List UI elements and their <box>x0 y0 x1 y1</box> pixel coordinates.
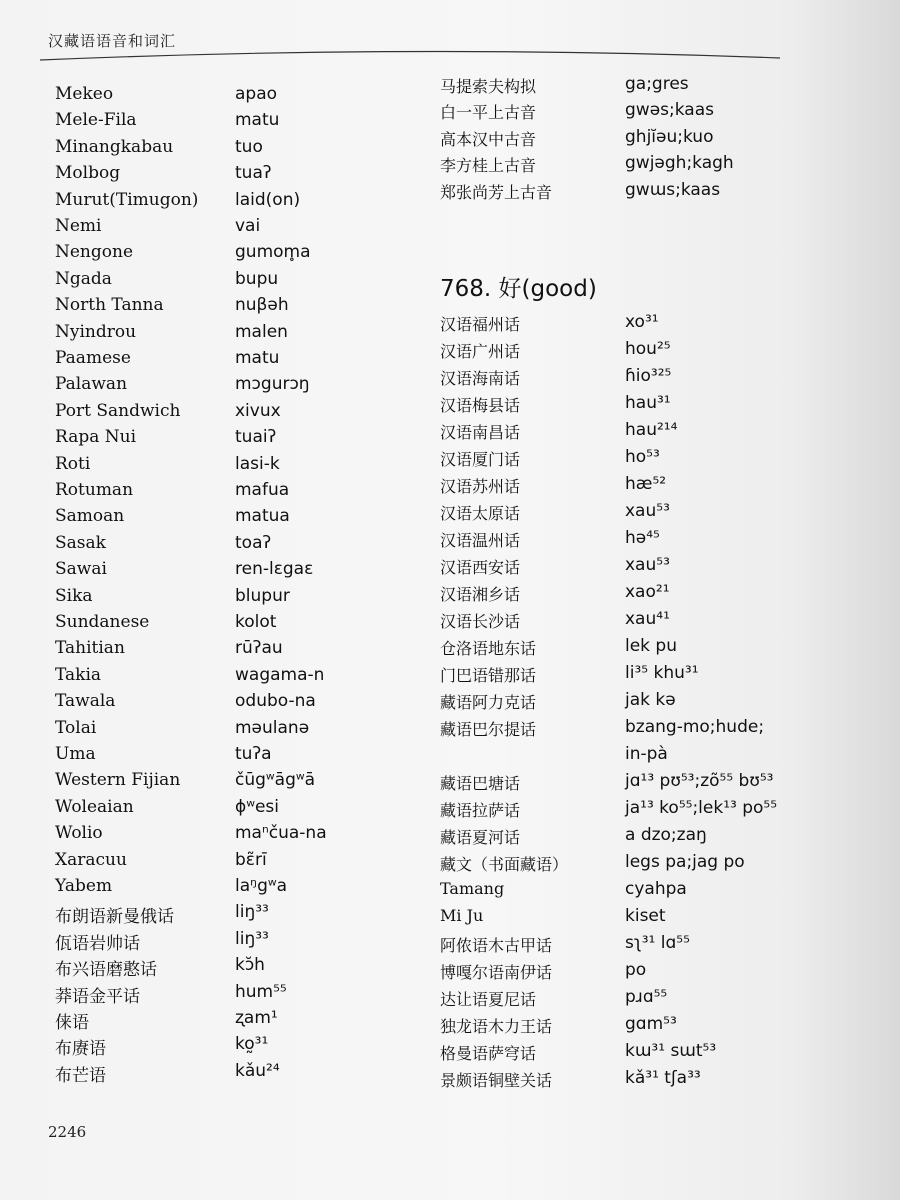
word-form: cyahpa <box>625 879 687 899</box>
language-name: 仓洛语地东话 <box>440 639 537 658</box>
word-form: liŋ³³ <box>235 928 269 949</box>
word-form: vai <box>235 216 261 236</box>
word-form: kolot <box>235 612 277 632</box>
word-form: matua <box>235 506 290 527</box>
language-name: Paamese <box>55 348 131 368</box>
section-title: 768. 好(good) <box>440 276 597 302</box>
language-name: Mele-Fila <box>55 110 137 131</box>
word-form: nuβəh <box>235 295 289 316</box>
word-form: bupu <box>235 268 279 289</box>
word-form: gwjəgh;kagh <box>625 153 734 174</box>
word-form: kɔ̆h <box>235 955 265 976</box>
word-form: po <box>625 960 647 980</box>
word-form: tuʔa <box>235 744 272 764</box>
language-name: 高本汉中古音 <box>440 129 537 149</box>
language-name: 藏文（书面藏语） <box>440 855 569 874</box>
word-form: toaʔ <box>235 532 272 553</box>
word-form: xau⁴¹ <box>625 609 670 629</box>
running-header: 汉藏语语音和词汇 <box>48 32 177 50</box>
word-form: xao²¹ <box>625 582 670 602</box>
word-form: kiset <box>625 906 666 926</box>
word-form: jak kə <box>625 690 676 710</box>
word-form: məulanə <box>235 717 310 738</box>
word-form: kǎ³¹ tʃa³³ <box>625 1068 701 1088</box>
language-name: Mekeo <box>55 84 114 104</box>
language-name: 汉语湘乡话 <box>440 585 521 604</box>
language-name: 李方桂上古音 <box>440 156 537 176</box>
word-form: kǎu²⁴ <box>235 1060 280 1081</box>
language-name: 藏语巴塘话 <box>440 774 521 793</box>
word-form: laid(on) <box>235 189 301 210</box>
language-name: Palawan <box>55 374 128 395</box>
word-form: hau³¹ <box>625 393 671 413</box>
word-form: bzang-mo;hude; <box>625 717 765 737</box>
word-form: ɦio³²⁵ <box>625 366 672 386</box>
word-form: xau⁵³ <box>625 501 670 521</box>
word-form: tuo <box>235 136 263 157</box>
language-name: 藏语夏河话 <box>440 828 521 847</box>
language-name: Tolai <box>55 717 97 738</box>
language-name: Nyindrou <box>55 321 137 342</box>
language-name: 汉语苏州话 <box>440 477 521 496</box>
word-form: gumom̥a <box>235 242 311 263</box>
language-name: 藏语巴尔提话 <box>440 720 537 739</box>
word-form: matu <box>235 348 280 368</box>
language-name: Xaracuu <box>55 849 127 870</box>
language-name: 格曼语萨穹话 <box>440 1044 537 1063</box>
language-name: 莽语金平话 <box>55 986 140 1007</box>
word-form: gwɯs;kaas <box>625 179 721 200</box>
language-name: 汉语长沙话 <box>440 612 521 631</box>
language-name: Nemi <box>55 216 102 236</box>
word-form: lek pu <box>625 636 677 656</box>
word-form: tuaiʔ <box>235 427 277 448</box>
word-form: hau²¹⁴ <box>625 420 678 440</box>
word-form: wagama-n <box>235 664 325 685</box>
word-form: in-pà <box>625 744 668 764</box>
language-name: Woleaian <box>55 796 134 817</box>
word-form: rūʔau <box>235 638 283 659</box>
word-form: ren-lɛgaɛ <box>235 559 314 580</box>
language-name: 景颇语铜壁关话 <box>440 1071 553 1090</box>
word-form: a dzo;zaŋ <box>625 825 707 845</box>
language-name: Roti <box>55 453 91 474</box>
word-form: čūgʷāgʷā <box>235 770 316 791</box>
language-name: Wolio <box>55 823 103 844</box>
word-form: blupur <box>235 585 290 606</box>
word-form: ko̰³¹ <box>235 1034 269 1055</box>
language-name: 汉语福州话 <box>440 315 521 334</box>
word-form: gɑm⁵³ <box>625 1014 677 1034</box>
language-name: Western Fijian <box>55 770 181 791</box>
language-name: 汉语南昌话 <box>440 423 521 442</box>
word-form: sʅ³¹ lɑ⁵⁵ <box>625 933 690 953</box>
language-name: Rotuman <box>55 480 134 500</box>
language-name: Sundanese <box>55 612 150 632</box>
language-name: 俫语 <box>55 1013 89 1033</box>
word-form: li³⁵ khu³¹ <box>625 663 699 683</box>
language-name: Uma <box>55 744 96 764</box>
word-form: mɔgurɔŋ <box>235 374 310 395</box>
word-form: ɸʷesi <box>235 796 280 817</box>
header-rule <box>40 40 780 64</box>
language-name: 佤语岩帅话 <box>55 933 140 954</box>
language-name: 汉语梅县话 <box>440 396 521 415</box>
language-name: Tahitian <box>55 638 125 659</box>
language-name: Sika <box>55 585 93 606</box>
word-form: laᵑgʷa <box>235 876 288 896</box>
language-name: Takia <box>55 664 102 685</box>
language-name: Tawala <box>55 691 116 712</box>
language-name: Tamang <box>440 879 505 898</box>
language-name: 布兴语磨憨话 <box>55 960 157 981</box>
language-name: Murut(Timugon) <box>55 189 199 210</box>
language-name: 马提索夫构拟 <box>440 77 537 96</box>
word-form: bɛ̃rī <box>235 849 267 870</box>
word-form: kɯ³¹ sɯt⁵³ <box>625 1041 717 1061</box>
language-name: 布朗语新曼俄话 <box>55 907 174 928</box>
word-form: mafua <box>235 480 290 500</box>
language-name: 阿侬语木古甲话 <box>440 936 553 955</box>
word-form: pɹɑ⁵⁵ <box>625 987 668 1007</box>
word-form: ghjĭǝu;kuo <box>625 126 714 147</box>
language-name: 藏语阿力克话 <box>440 693 537 712</box>
word-form: legs pa;jag po <box>625 852 745 872</box>
word-form: malen <box>235 321 288 342</box>
language-name: 博嘎尔语南伊话 <box>440 963 553 982</box>
word-form: odubo-na <box>235 691 316 712</box>
language-name: 门巴语错那话 <box>440 666 537 685</box>
language-name: Sawai <box>55 559 107 580</box>
language-name: Sasak <box>55 532 106 553</box>
language-name: 布芒语 <box>55 1065 106 1086</box>
word-form: xau⁵³ <box>625 555 670 575</box>
language-name: 汉语太原话 <box>440 504 521 523</box>
word-form: hou²⁵ <box>625 339 671 359</box>
word-form: hæ⁵² <box>625 474 667 494</box>
language-name: Minangkabau <box>55 136 174 157</box>
word-form: liŋ³³ <box>235 902 269 923</box>
language-name: Yabem <box>55 876 113 896</box>
word-form: ja¹³ ko⁵⁵;lek¹³ po⁵⁵ <box>625 798 778 818</box>
language-name: 汉语西安话 <box>440 558 521 577</box>
language-name: North Tanna <box>55 295 164 316</box>
language-name: 布赓语 <box>55 1039 106 1060</box>
word-form: ho⁵³ <box>625 447 660 467</box>
language-name: 郑张尚芳上古音 <box>440 182 553 202</box>
language-name: 藏语拉萨话 <box>440 801 521 820</box>
word-form: xivux <box>235 400 281 421</box>
language-name: 达让语夏尼话 <box>440 990 537 1009</box>
word-form: gwəs;kaas <box>625 100 714 121</box>
word-form: hə⁴⁵ <box>625 528 660 548</box>
language-name: 汉语厦门话 <box>440 450 521 469</box>
word-form: xo³¹ <box>625 312 659 332</box>
language-name: Port Sandwich <box>55 400 181 421</box>
language-name: 汉语温州话 <box>440 531 521 550</box>
language-name: Mi Ju <box>440 906 484 925</box>
language-name: Molbog <box>55 163 121 184</box>
language-name: 汉语海南话 <box>440 369 521 388</box>
language-name: Rapa Nui <box>55 427 137 448</box>
word-form: jɑ¹³ pʊ⁵³;zõ⁵⁵ bʊ⁵³ <box>625 771 774 791</box>
language-name: Ngada <box>55 268 112 289</box>
word-form: ga;gres <box>625 74 689 94</box>
page-number: 2246 <box>48 1123 87 1141</box>
word-form: lasi-k <box>235 453 280 474</box>
word-form: apao <box>235 84 278 104</box>
word-form: hum⁵⁵ <box>235 981 287 1002</box>
word-form: matu <box>235 110 280 131</box>
word-form: ʐam¹ <box>235 1008 278 1028</box>
language-name: Samoan <box>55 506 125 527</box>
word-form: tuaʔ <box>235 163 272 184</box>
language-name: 独龙语木力王话 <box>440 1017 553 1036</box>
word-form: maⁿčua-na <box>235 823 327 844</box>
language-name: Nengone <box>55 242 134 263</box>
language-name: 汉语广州话 <box>440 342 521 361</box>
language-name: 白一平上古音 <box>440 103 537 123</box>
